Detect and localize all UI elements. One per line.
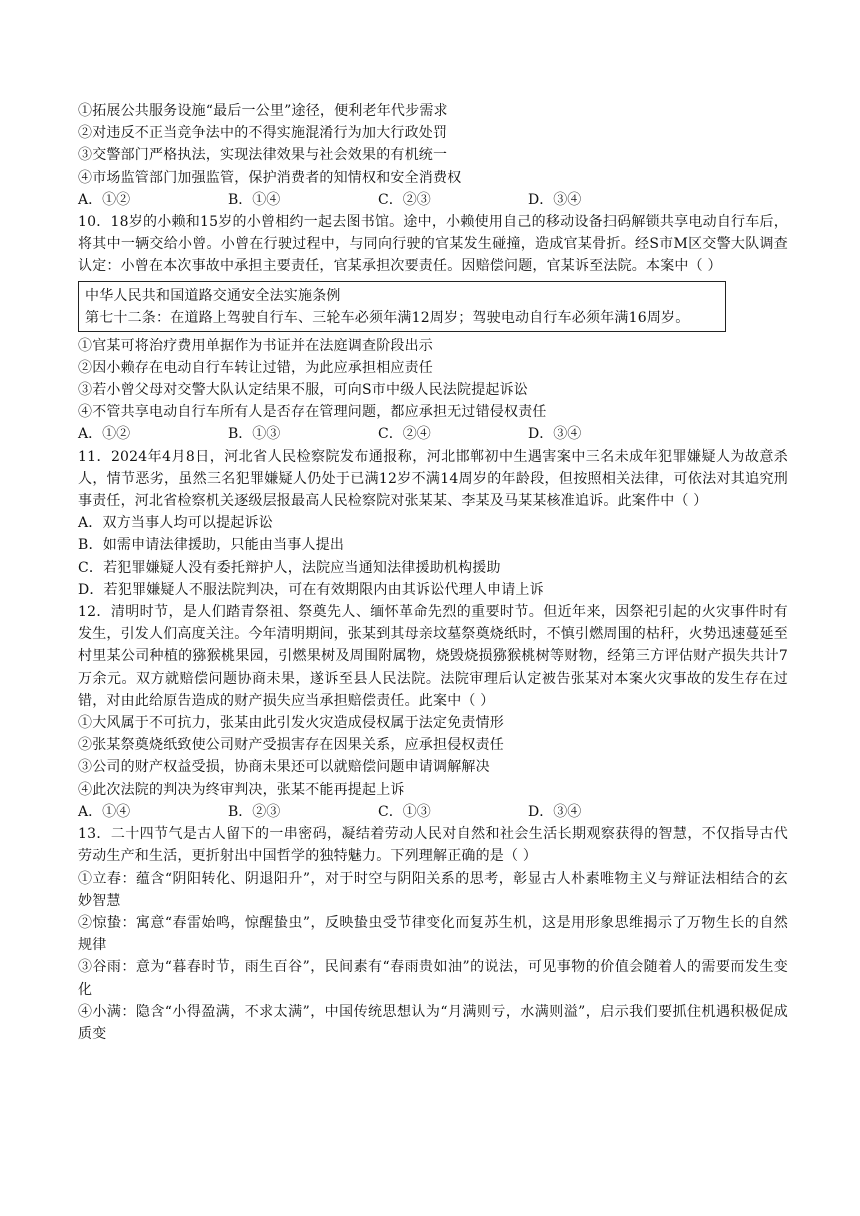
q13-item-1: ①立春：蕴含“阴阳转化、阴退阳升”，对于时空与阴阳关系的思考，彰显古人朴素唯物主义与辩证法相结合的玄妙智慧 [78, 870, 788, 909]
q11-choice-d: D．若犯罪嫌疑人不服法院判决，可在有效期限内由其诉讼代理人申请上诉 [78, 581, 544, 598]
q10-box-text: 第七十二条：在道路上驾驶自行车、三轮车必须年满12周岁；驾驶电动自行车必须年满16周岁。 [85, 309, 690, 326]
question-9-items [78, 100, 788, 189]
q10-stem: 10．18岁的小赖和15岁的小曾相约一起去图书馆。途中，小赖使用自己的移动设备扫码解锁共享电动自行车后，将其中一辆交给小曾。小曾在行驶过程中，与同向行驶的官某发生碰撞，造成官某骨折。经S市M区交警大队调查认定：小曾在本次事故中承担主要责任，官某承担次要责任。因赔偿问题，官某诉至法院。本案中（ ） [78, 214, 788, 275]
q11-choice-c: C．若犯罪嫌疑人没有委托辩护人，法院应当通知法律援助机构援助 [78, 559, 501, 576]
q11-choice-a: A．双方当事人均可以提起诉讼 [78, 515, 273, 532]
q12-item-4: ④此次法院的判决为终审判决，张某不能再提起上诉 [78, 781, 405, 798]
q12-option-a: A．①④ [78, 803, 131, 820]
q10-item-4: ④不管共享电动自行车所有人是否存在管理问题，都应承担无过错侵权责任 [78, 404, 547, 421]
q12-options [78, 801, 788, 823]
q10-options [78, 423, 788, 445]
q12-item-2: ②张某祭奠烧纸致使公司财产受损害存在因果关系，应承担侵权责任 [78, 737, 504, 754]
q9-option-c: C．②③ [378, 191, 431, 208]
q10-option-c: C．②④ [378, 426, 431, 443]
q9-item-2: ②对违反不正当竞争法中的不得实施混淆行为加大行政处罚 [78, 125, 448, 142]
q9-item-3: ③交警部门严格执法，实现法律效果与社会效果的有机统一 [78, 147, 448, 164]
q12-stem: 12．清明时节，是人们踏青祭祖、祭奠先人、缅怀革命先烈的重要时节。但近年来，因祭祀引起的火灾事件时有发生，引发人们高度关注。今年清明期间，张某到其母亲坟墓祭奠烧纸时，不慎引燃周围的枯秆，火势迅速蔓延至村里某公司种植的猕猴桃果园，引燃果树及周围附属物，烧毁烧损猕猴桃树等财物，经第三方评估财产损失共计7万余元。双方就赔偿问题协商未果，遂诉至县人民法院。法院审理后认定被告张某对本案火灾事故的发生存在过错，对由此给原告造成的财产损失应当承担赔偿责任。此案中（ ） [78, 604, 788, 709]
q9-options [78, 189, 788, 211]
q9-option-a: A．①② [78, 191, 131, 208]
q11-stem: 11．2024年4月8日，河北省人民检察院发布通报称，河北邯郸初中生遇害案中三名未成年犯罪嫌疑人为故意杀人，情节恶劣，虽然三名犯罪嫌疑人仍处于已满12岁不满14周岁的年龄段，但按照相关法律，可依法对其追究刑事责任，河北省检察机关逐级层报最高人民检察院对张某某、李某及马某某核准追诉。此案件中（ ） [78, 448, 788, 510]
q12-item-1: ①大风属于不可抗力，张某由此引发火灾造成侵权属于法定免责情形 [78, 715, 504, 732]
q10-item-3: ③若小曾父母对交警大队认定结果不服，可向S市中级人民法院提起诉讼 [78, 382, 528, 399]
q10-item-2: ②因小赖存在电动自行车转让过错，为此应承担相应责任 [78, 359, 433, 376]
q10-option-b: B．①③ [228, 426, 281, 443]
q13-item-3: ③谷雨：意为“暮春时节，雨生百谷”，民间素有“春雨贵如油”的说法，可见事物的价值会随着人的需要而发生变化 [78, 959, 788, 998]
q12-option-c: C．①③ [378, 803, 431, 820]
q10-law-box [78, 281, 726, 332]
q9-item-4: ④市场监管部门加强监管，保护消费者的知情权和安全消费权 [78, 169, 462, 186]
q10-option-d: D．③④ [528, 426, 582, 443]
q9-item-1: ①拓展公共服务设施“最后一公里”途径，便利老年代步需求 [78, 103, 448, 119]
q12-item-3: ③公司的财产权益受损，协商未果还可以就赔偿问题申请调解解决 [78, 759, 490, 776]
q13-item-4: ④小满：隐含“小得盈满，不求太满”，中国传统思想认为“月满则亏，水满则溢”，启示我们要抓住机遇积极促成质变 [78, 1003, 788, 1042]
q12-option-d: D．③④ [528, 803, 582, 820]
q13-stem: 13．二十四节气是古人留下的一串密码，凝结着劳动人民对自然和社会生活长期观察获得的智慧，不仅指导古代劳动生产和生活，更折射出中国哲学的独特魅力。下列理解正确的是（ ） [78, 826, 788, 865]
q10-box-title: 中华人民共和国道路交通安全法实施条例 [85, 287, 341, 304]
q10-item-1: ①官某可将治疗费用单据作为书证并在法庭调查阶段出示 [78, 337, 433, 354]
q9-option-b: B．①④ [228, 191, 281, 208]
q9-option-d: D．③④ [528, 191, 582, 208]
q10-option-a: A．①② [78, 426, 131, 443]
q13-item-2: ②惊蛰：寓意“春雷始鸣，惊醒蛰虫”，反映蛰虫受节律变化而复苏生机，这是用形象思维揭示了万物生长的自然规律 [78, 914, 788, 954]
q11-choice-b: B．如需申请法律援助，只能由当事人提出 [78, 537, 345, 554]
q12-option-b: B．②③ [228, 803, 281, 820]
exam-page [78, 100, 788, 1045]
